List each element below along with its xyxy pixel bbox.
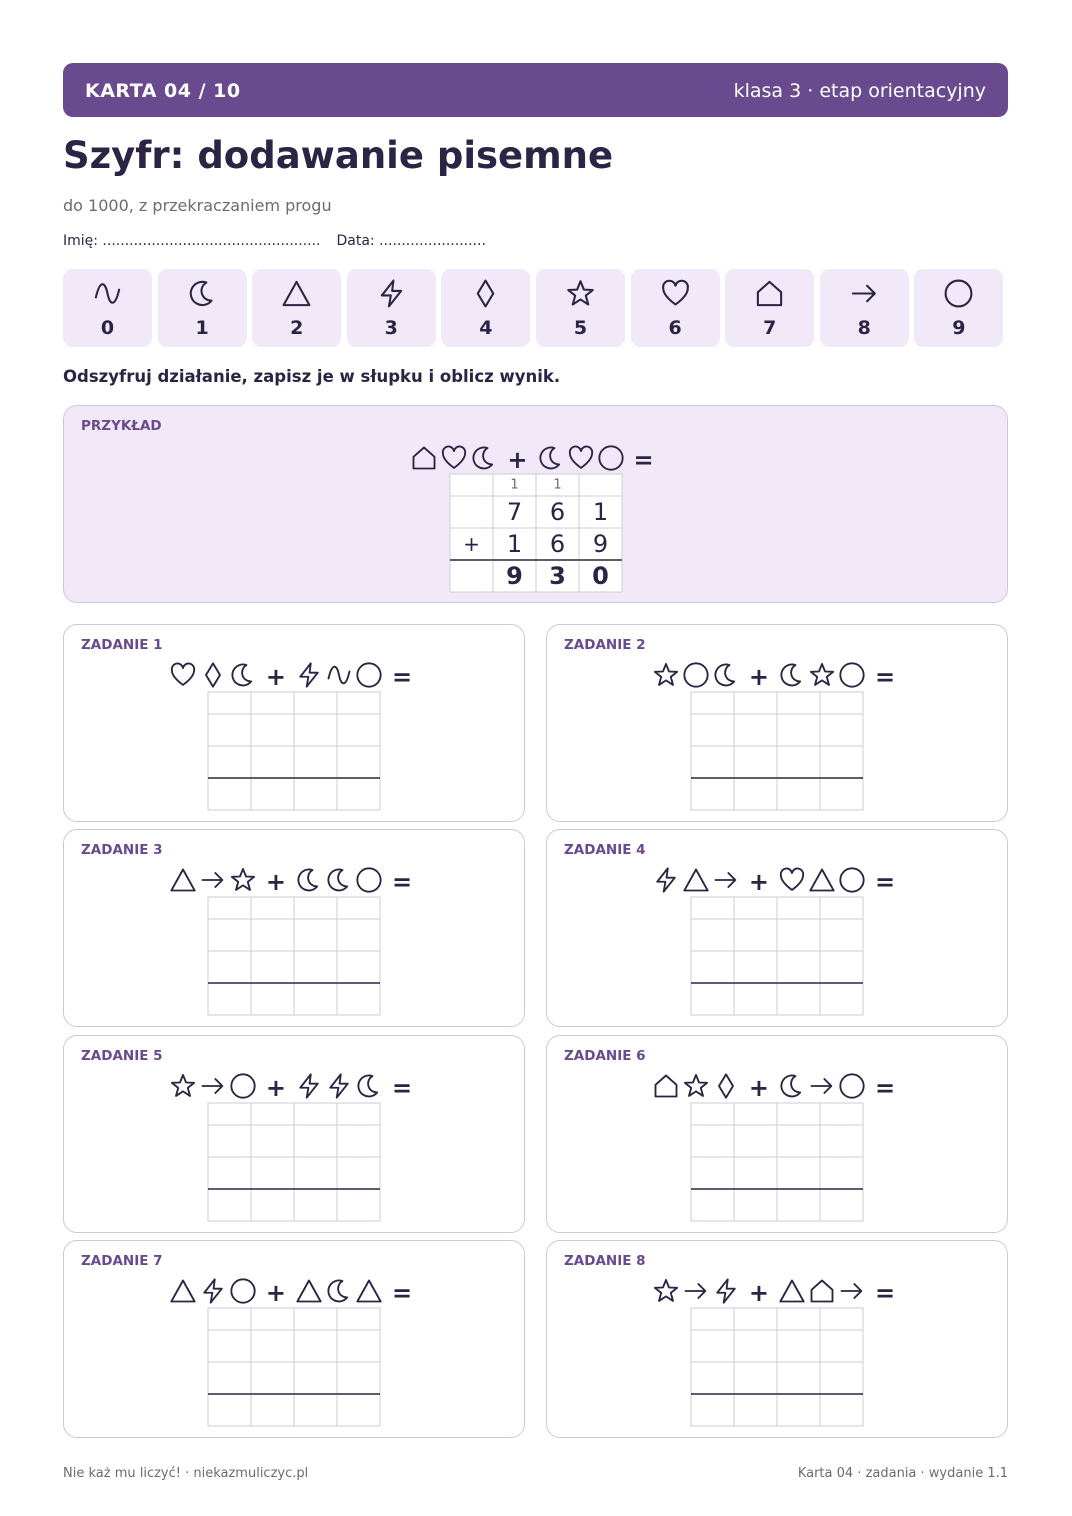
equals-sign: = [875,1073,896,1102]
task-label: ZADANIE 5 [81,1047,163,1064]
task-label: ZADANIE 7 [81,1252,163,1269]
key-digit: 0 [100,317,115,339]
lightning-icon [712,1277,740,1309]
triangle-icon [808,866,836,898]
moon-icon [355,1072,383,1104]
star-icon [169,1072,197,1104]
circle-icon [838,661,866,693]
task-card-7 [63,1240,525,1438]
task-label: ZADANIE 6 [564,1047,646,1064]
moon-icon [295,866,323,898]
heart-icon [169,661,197,693]
arrow-icon [838,1277,866,1309]
answer-grid[interactable] [690,691,864,811]
answer-grid[interactable] [207,691,381,811]
answer-grid[interactable] [207,1307,381,1427]
moon-icon [470,444,498,476]
moon-icon [325,866,353,898]
wave-icon [325,661,353,693]
moon-icon [229,661,257,693]
moon-icon [537,444,565,476]
diamond-icon [712,1072,740,1104]
triangle-icon [295,1277,323,1309]
task-equation [64,1277,524,1307]
plus-sign: + [748,1073,769,1102]
circle-icon [838,1072,866,1104]
task-label: ZADANIE 4 [564,842,646,859]
addend-digit: 7 [506,498,523,526]
task-equation [547,661,1007,691]
key-digit: 3 [384,317,398,339]
example-box [63,405,1008,603]
footer-right: Karta 04 · zadania · wydanie 1.1 [797,1466,1008,1481]
arrow-icon [199,866,227,898]
date-field[interactable]: Data: ........................ [336,233,486,249]
equals-sign: = [392,1278,413,1307]
key-cell-1 [158,269,247,347]
instruction: Odszyfruj działanie, zapisz je w słupku i oblicz wynik. [63,367,561,386]
name-field[interactable]: Imię: ................................................. [63,233,321,249]
lightning-icon [652,866,680,898]
task-label: ZADANIE 2 [564,637,646,653]
task-label: ZADANIE 3 [81,842,163,859]
example-equation [64,444,1007,474]
key-digit: 9 [952,317,966,339]
cipher-key [63,269,1008,347]
key-cell-3 [347,269,436,347]
key-cell-8 [820,269,909,347]
triangle-icon [682,866,710,898]
equals-sign: = [392,663,413,691]
key-digit: 5 [573,317,588,339]
key-cell-5 [536,269,625,347]
circle-icon [355,661,383,693]
task-card-2 [546,624,1008,822]
key-digit: 7 [763,317,777,339]
star-icon [652,1277,680,1309]
example-column-grid [449,473,623,593]
key-cell-9 [914,269,1003,347]
addend-digit: 6 [549,530,566,558]
page-title: Szyfr: dodawanie pisemne [63,134,614,177]
moon-icon [778,661,806,693]
plus-sign: + [748,868,769,897]
result-digit: 3 [549,562,566,590]
circle-icon [838,866,866,898]
circle-icon [229,1072,257,1104]
task-equation [547,1277,1007,1307]
answer-grid[interactable] [207,896,381,1016]
task-card-8 [546,1240,1008,1438]
star-icon [682,1072,710,1104]
addend-digit: 1 [592,498,609,526]
addend-digit: 9 [592,530,609,558]
circle-icon [682,661,710,693]
moon-icon [712,661,740,693]
answer-grid[interactable] [690,1307,864,1427]
carry-digit: 1 [510,477,519,493]
key-digit: 6 [668,317,682,339]
moon-icon [325,1277,353,1309]
star-icon [229,866,257,898]
circle-icon [355,866,383,898]
task-equation [64,866,524,896]
key-digit: 8 [857,317,871,339]
plus-sign: + [507,446,528,474]
house-icon [410,444,438,476]
circle-icon [229,1277,257,1309]
addend-digit: 6 [549,498,566,526]
star-icon [808,661,836,693]
key-digit: 1 [195,317,209,339]
star-icon [652,661,680,693]
plus-sign: + [748,663,769,691]
key-cell-0 [63,269,152,347]
header-bar [63,63,1008,117]
task-card-1 [63,624,525,822]
key-cell-6 [631,269,720,347]
plus-sign: + [265,1278,286,1307]
lightning-icon [295,1072,323,1104]
task-label: ZADANIE 1 [81,637,163,653]
arrow-icon [682,1277,710,1309]
triangle-icon [169,866,197,898]
task-card-6 [546,1035,1008,1233]
task-equation [64,661,524,691]
result-digit: 9 [506,562,523,590]
triangle-icon [355,1277,383,1309]
equals-sign: = [392,1073,413,1102]
card-number: KARTA 04 / 10 [85,80,241,102]
equals-sign: = [633,446,654,474]
circle-icon [597,444,625,476]
equals-sign: = [875,663,896,691]
lightning-icon [325,1072,353,1104]
key-digit: 2 [290,317,304,339]
name-date-line [63,233,486,249]
carry-digit: 1 [553,477,562,493]
task-equation [547,1072,1007,1102]
arrow-icon [712,866,740,898]
heart-icon [778,866,806,898]
answer-grid[interactable] [207,1102,381,1222]
task-card-3 [63,829,525,1027]
task-label: ZADANIE 8 [564,1252,646,1269]
task-equation [547,866,1007,896]
task-equation [64,1072,524,1102]
addend-digit: + [463,532,480,556]
example-label: PRZYKŁAD [81,418,162,434]
lightning-icon [199,1277,227,1309]
key-cell-4 [441,269,530,347]
page-subtitle: do 1000, z przekraczaniem progu [63,196,332,215]
lightning-icon [295,661,323,693]
plus-sign: + [748,1278,769,1307]
equals-sign: = [875,1278,896,1307]
arrow-icon [808,1072,836,1104]
result-digit: 0 [592,562,609,590]
triangle-icon [169,1277,197,1309]
equals-sign: = [392,868,413,897]
arrow-icon [199,1072,227,1104]
plus-sign: + [265,868,286,897]
moon-icon [778,1072,806,1104]
answer-grid[interactable] [690,1102,864,1222]
plus-sign: + [265,663,286,691]
addend-digit: 1 [506,530,523,558]
heart-icon [440,444,468,476]
triangle-icon [778,1277,806,1309]
house-icon [808,1277,836,1309]
answer-grid[interactable] [690,896,864,1016]
house-icon [652,1072,680,1104]
level-label: klasa 3 · etap orientacyjny [733,80,986,102]
task-card-5 [63,1035,525,1233]
key-cell-7 [725,269,814,347]
diamond-icon [199,661,227,693]
footer-left: Nie każ mu liczyć! · niekazmuliczyc.pl [63,1466,309,1481]
equals-sign: = [875,868,896,897]
key-digit: 4 [479,317,493,339]
plus-sign: + [265,1073,286,1102]
task-card-4 [546,829,1008,1027]
heart-icon [567,444,595,476]
key-cell-2 [252,269,341,347]
